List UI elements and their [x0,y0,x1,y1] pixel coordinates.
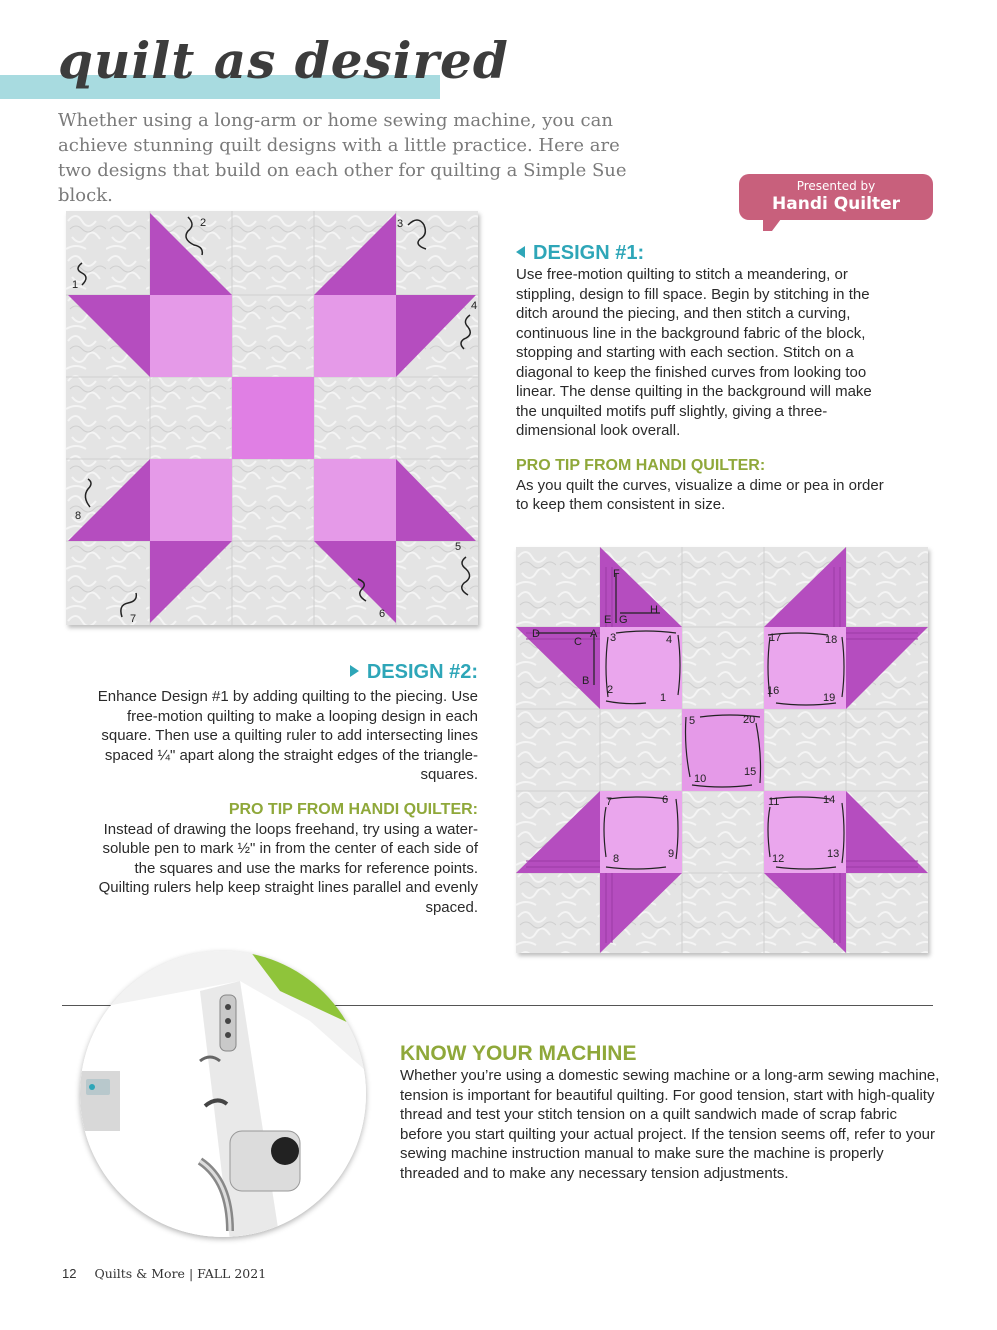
page-number: 12 [62,1266,77,1281]
machine-section [400,1042,940,1183]
arrow-left-icon [516,246,525,258]
design1-quilt-block [66,211,478,625]
publication-name: Quilts & More [94,1266,185,1281]
design1-label-8: 8 [75,510,82,522]
design2-label-B: B [582,675,590,687]
design1-tip-body: As you quilt the curves, visualize a dime or pea in order to keep them consistent in size. [516,476,884,513]
page-title: quilt as desired [58,31,509,90]
design1-label-6: 6 [379,608,386,620]
design2-label-A: A [590,628,598,640]
design2-label-5: 5 [689,715,696,727]
design2-label-4: 4 [666,634,673,646]
design1-label-3: 3 [397,218,404,230]
design2-label-19: 19 [823,692,836,704]
design2-quilt-block [516,547,928,953]
design2-label-20: 20 [743,714,756,726]
arrow-right-icon [350,665,359,677]
design2-label-2: 2 [607,684,614,696]
design1-label-7: 7 [130,613,137,625]
design1-label-4: 4 [471,300,478,312]
design2-label-17: 17 [769,632,782,644]
design2-tip-body: Instead of drawing the loops freehand, try using a water-soluble pen to mark ½" in from the center of each side of the squares and use the marks for reference points. Quilting rulers help keep straight lines parallel and evenly spaced. [98,820,478,916]
design1-section [516,241,896,515]
design1-label-2: 2 [200,217,207,229]
design2-heading [92,660,478,684]
design1-body: Use free-motion quilting to stitch a meandering, or stippling, design to fill space. Begin by stitching in the ditch around the piecing, and then stitch a curving, continuous line in the background fabric of the block, stopping and starting with each section. Stitch on a diagonal to keep the finished curves from looking too linear. The dense quilting in the background will make the unquilted motifs puff slightly, giving a three-dimensional look overall. [516,266,872,439]
design2-label-10: 10 [694,773,707,785]
badge-sponsor-name: Handi Quilter [772,194,900,214]
design2-section [92,660,478,917]
intro-paragraph: Whether using a long-arm or home sewing machine, you can achieve stunning quilt designs with a little practice. Here are two designs that build on each other for quilting a Simple Sue block. [58,110,627,206]
design1-tip-heading: PRO TIP FROM HANDI QUILTER: [516,456,766,474]
page-footer [62,1266,266,1281]
design1-label-1: 1 [72,279,79,291]
design1-heading-text: DESIGN #1: [533,242,645,264]
design2-label-F: F [613,568,620,580]
badge-tail [763,219,781,231]
design2-label-1: 1 [660,692,667,704]
design2-label-12: 12 [772,853,785,865]
design2-label-18: 18 [825,634,838,646]
machine-body: Whether you’re using a domestic sewing machine or a long-arm sewing machine, tension is important for beautiful quilting. For good tension, start with high-quality thread and test your stitch tension on a quilt sandwich made of scrap fabric before you start quilting your actual project. If the tension seems off, refer to your sewing machine instruction manual to make sure the machine is properly threaded and to make any necessary tension adjustments. [400,1067,940,1182]
issue-date: FALL 2021 [197,1266,267,1281]
design2-label-15: 15 [744,766,757,778]
design2-label-G: G [619,614,628,626]
design2-label-14: 14 [823,794,836,806]
machine-heading: KNOW YOUR MACHINE [400,1042,637,1065]
machine-photo [80,951,366,1237]
design2-heading-text: DESIGN #2: [366,661,478,683]
design2-label-9: 9 [668,848,675,860]
sponsor-badge [739,174,933,220]
footer-separator: | [188,1266,198,1281]
design1-heading [516,241,896,265]
design2-tip-heading: PRO TIP FROM HANDI QUILTER: [228,800,478,818]
design2-label-11: 11 [768,796,780,808]
design2-label-8: 8 [613,853,620,865]
design2-label-C: C [574,636,582,648]
design2-label-7: 7 [606,796,613,808]
design2-photo [516,547,928,953]
design2-label-3: 3 [610,632,617,644]
design2-label-13: 13 [827,848,840,860]
sewing-machine-illustration [80,951,366,1237]
design1-photo [66,211,478,625]
design2-label-E: E [604,614,612,626]
design2-label-D: D [532,628,540,640]
design2-label-6: 6 [662,794,669,806]
design2-label-H: H [650,604,658,616]
design2-body: Enhance Design #1 by adding quilting to the piecing. Use free-motion quilting to make a looping design in each square. Then use a quilting ruler to add intersecting lines spaced ¼" apart along the straight edges of the triangle-squares. [97,688,478,783]
badge-presented-by: Presented by [796,179,876,193]
design1-label-5: 5 [455,541,462,553]
design2-label-16: 16 [767,685,780,697]
